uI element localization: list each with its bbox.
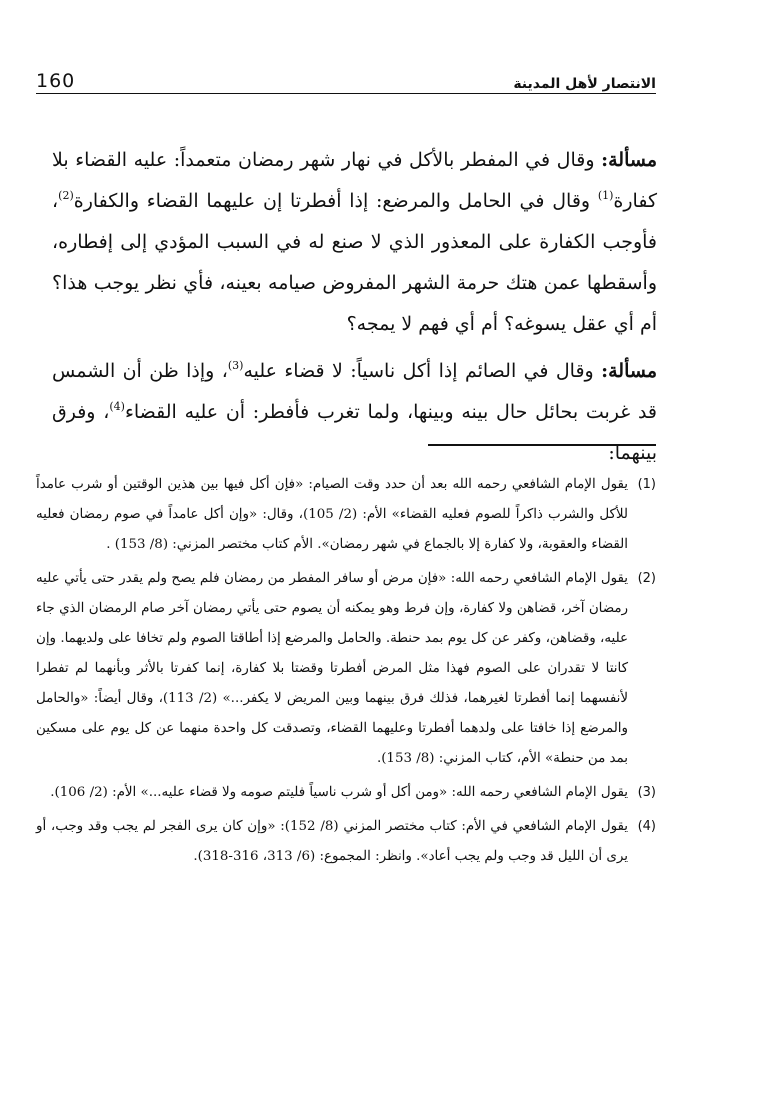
issue-term: مسألة: xyxy=(601,360,658,382)
footnote-number: (2) xyxy=(637,571,656,586)
paragraph-text: وقال في الصائم إذا أكل ناسياً: لا قضاء عليه xyxy=(243,360,594,382)
footnote xyxy=(36,812,656,872)
footnote-text: يقول الإمام الشافعي رحمه الله: «ومن أكل أو شرب ناسياً فليتم صومه ولا قضاء عليه...» الأم: (2/ 106). xyxy=(50,785,628,800)
footnote-ref[interactable]: (1) xyxy=(597,189,614,202)
footnote-ref[interactable]: (3) xyxy=(227,359,244,372)
footnote xyxy=(36,778,656,808)
paragraph-text: ، فأوجب الكفارة على المعذور الذي لا صنع له في السبب المؤدي إلى إفطاره، وأسقطها عمن هتك حرمة الشهر المفروض صيامه بعينه، فأي نظر يوجب هذا؟ أم أي عقل يسوغه؟ أم أي فهم لا يمجه؟ xyxy=(52,190,657,335)
paragraph-text: وقال في الحامل والمرضع: إذا أفطرتا إن عليهما القضاء والكفارة xyxy=(73,190,598,212)
footnotes xyxy=(36,470,656,876)
issue-term: مسألة: xyxy=(601,149,657,171)
header-divider xyxy=(36,93,656,94)
footnote-divider xyxy=(428,444,656,446)
running-title: الانتصار لأهل المدينة xyxy=(513,76,656,92)
footnote-text: يقول الإمام الشافعي رحمه الله: «فإن مرض أو سافر المفطر من رمضان فلم يصح ولم يقدر حتى يأتي عليه رمضان آخر، قضاهن ولا كفارة، وإن فرط وهو يمكنه أن يصوم حتى يأتي رمضان آخر صام الرمضان الذي جاء عليه، وقضاهن، وكفر عن كل يوم بمد حنطة. والحامل والمرضع إذا أطاقتا الصوم ولم تخافا على ولديهما. وإن كانتا لا تقدران على الصوم فهذا مثل المرض أفطرتا وقضتا بلا كفارة، إنما كفرتا بالأثر وبأنهما لم تفطرا لأنفسهما إنما أفطرتا لغيرهما، فذلك فرق بينهما وبين المريض لا يكفر...» (2/ 113)، وقال أيضاً: «والحامل والمرضع إذا خافتا على ولدهما أفطرتا وعليهما القضاء، وتصدقت كل واحدة منهما عن كل يوم على مسكين بمد من حنطة» الأم، كتاب المزني: (8/ 153). xyxy=(36,571,629,766)
paragraph-text: وقال في المفطر بالأكل في نهار شهر رمضان متعمداً: عليه القضاء بلا كفارة xyxy=(52,149,657,212)
footnote-number: (4) xyxy=(637,819,656,834)
running-header xyxy=(36,66,656,92)
footnote xyxy=(36,564,656,774)
paragraph xyxy=(52,140,657,345)
footnote-ref[interactable]: (2) xyxy=(58,189,74,202)
page-number: 160 xyxy=(36,70,76,92)
footnote-ref[interactable]: (4) xyxy=(109,400,125,413)
footnote-text: يقول الإمام الشافعي رحمه الله بعد أن حدد وقت الصيام: «فإن أكل فيها بين هذين الوقتين أو شرب عامداً للأكل والشرب ذاكراً للصوم فعليه القضاء» الأم: (2/ 105)، وقال: «وإن أكل عامداً في صوم رمضان فعليه القضاء والعقوبة، ولا كفارة إلا بالجماع في شهر رمضان». الأم كتاب مختصر المزني: (8/ 153) . xyxy=(36,477,628,552)
paragraph-text: ، وفرق بينهما: xyxy=(52,401,657,464)
paragraph-text: ، وإذا ظن أن الشمس قد غربت بحائل حال بينه وبينها، ولما تغرب فأفطر: أن عليه القضاء xyxy=(52,360,657,423)
footnote xyxy=(36,470,656,560)
footnote-number: (1) xyxy=(637,477,656,492)
main-text xyxy=(52,140,657,480)
footnote-number: (3) xyxy=(637,785,656,800)
footnote-text: يقول الإمام الشافعي في الأم: كتاب مختصر المزني (8/ 152): «وإن كان يرى الفجر لم يجب وقد وجب، أو يرى أن الليل قد وجب ولم يجب أعاد». وانظر: المجموع: (6/ 313، 316-318). xyxy=(36,819,628,864)
paragraph xyxy=(52,351,657,474)
